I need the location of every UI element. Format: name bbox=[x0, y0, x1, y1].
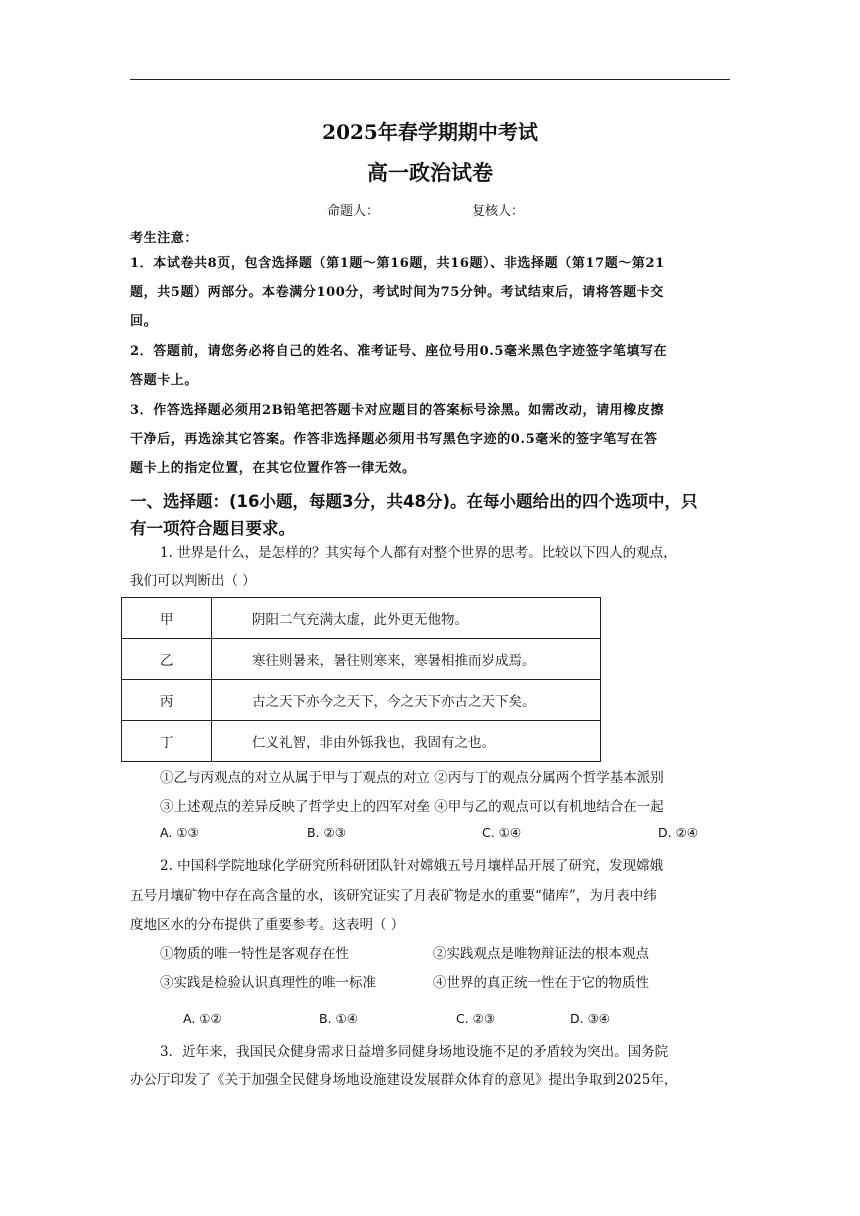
q2-stem-cont: 五号月壤矿物中存在高含量的水，该研究证实了月表矿物是水的重要“储库”，为月表中纬 bbox=[130, 888, 657, 904]
table-cell-person: 乙 bbox=[122, 639, 212, 680]
q2-stem-cont: 度地区水的分布提供了重要参考。这表明（ ） bbox=[130, 917, 405, 933]
table-cell-quote: 寒往则暑来，暑往则寒来，寒暑相推而岁成焉。 bbox=[212, 639, 601, 680]
table-row bbox=[122, 680, 601, 721]
table-cell-quote: 古之天下亦今之天下，今之天下亦古之天下矣。 bbox=[212, 680, 601, 721]
exam-title: 2025年春学期期中考试 bbox=[322, 120, 538, 144]
notice-line: 题卡上的指定位置，在其它位置作答一律无效。 bbox=[130, 461, 416, 476]
table-cell-person: 丙 bbox=[122, 680, 212, 721]
notice-line: 1．本试卷共8页，包含选择题（第1题～第16题，共16题）、非选择题（第17题～第21 bbox=[130, 256, 665, 271]
q1-option-b[interactable]: B. ②③ bbox=[307, 825, 346, 840]
q1-table bbox=[121, 597, 601, 762]
q1-option-c[interactable]: C. ①④ bbox=[482, 825, 522, 840]
table-row bbox=[122, 721, 601, 762]
q1-stem-cont: 我们可以判断出（ ） bbox=[130, 573, 256, 589]
q2-option-d[interactable]: D. ③④ bbox=[570, 1011, 610, 1026]
q2-stem: 2. 中国科学院地球化学研究所科研团队针对嫦娥五号月壤样品开展了研究，发现嫦娥 bbox=[160, 858, 664, 874]
top-rule bbox=[130, 79, 730, 80]
table-cell-quote: 阴阳二气充满太虚，此外更无他物。 bbox=[212, 598, 601, 639]
q1-statements: ①乙与丙观点的对立从属于甲与丁观点的对立 ②丙与丁的观点分属两个哲学基本派别 bbox=[160, 770, 664, 786]
q1-statements: ③上述观点的差异反映了哲学史上的四军对垒 ④甲与乙的观点可以有机地结合在一起 bbox=[160, 799, 664, 815]
q3-stem: 3．近年来，我国民众健身需求日益增多同健身场地设施不足的矛盾较为突出。国务院 bbox=[160, 1044, 669, 1060]
q2-option-b[interactable]: B. ①④ bbox=[319, 1011, 358, 1026]
section-heading-cont: 有一项符合题目要求。 bbox=[130, 519, 295, 538]
q2-statement: ④世界的真正统一性在于它的物质性 bbox=[433, 975, 649, 991]
q3-stem-cont: 办公厅印发了《关于加强全民健身场地设施建设发展群众体育的意见》提出争取到2025年， bbox=[130, 1072, 678, 1088]
q2-option-c[interactable]: C. ②③ bbox=[456, 1011, 496, 1026]
q1-option-d[interactable]: D. ②④ bbox=[658, 825, 698, 840]
notice-line: 干净后，再选涂其它答案。作答非选择题必须用书写黑色字迹的0.5毫米的签字笔写在答 bbox=[130, 432, 658, 447]
reviewer-label: 复核人： bbox=[472, 204, 525, 219]
q1-stem: 1. 世界是什么，是怎样的？其实每个人都有对整个世界的思考。比较以下四人的观点， bbox=[160, 545, 677, 561]
paper-title: 高一政治试卷 bbox=[367, 160, 493, 185]
q1-option-a[interactable]: A. ①③ bbox=[160, 825, 199, 840]
notice-line: 回。 bbox=[130, 314, 158, 329]
q2-statement: ②实践观点是唯物辩证法的根本观点 bbox=[433, 946, 649, 962]
notice-line: 答题卡上。 bbox=[130, 373, 199, 388]
q2-option-a[interactable]: A. ①② bbox=[183, 1011, 222, 1026]
table-row bbox=[122, 598, 601, 639]
table-cell-person: 甲 bbox=[122, 598, 212, 639]
table-row bbox=[122, 639, 601, 680]
notice-heading: 考生注意： bbox=[130, 231, 199, 246]
notice-line: 2．答题前，请您务必将自己的姓名、准考证号、座位号用0.5毫米黑色字迹签字笔填写在 bbox=[130, 344, 668, 359]
notice-line: 3．作答选择题必须用2B铅笔把答题卡对应题目的答案标号涂黑。如需改动，请用橡皮擦 bbox=[130, 403, 665, 418]
section-heading: 一、选择题：(16小题，每题3分，共48分)。在每小题给出的四个选项中，只 bbox=[130, 492, 698, 511]
q2-statement: ③实践是检验认识真理性的唯一标准 bbox=[160, 975, 376, 991]
notice-line: 题，共5题）两部分。本卷满分100分，考试时间为75分钟。考试结束后，请将答题卡交 bbox=[130, 285, 664, 300]
q2-statement: ①物质的唯一特性是客观存在性 bbox=[160, 946, 349, 962]
table-cell-person: 丁 bbox=[122, 721, 212, 762]
setter-label: 命题人： bbox=[327, 204, 380, 219]
table-cell-quote: 仁义礼智，非由外铄我也，我固有之也。 bbox=[212, 721, 601, 762]
